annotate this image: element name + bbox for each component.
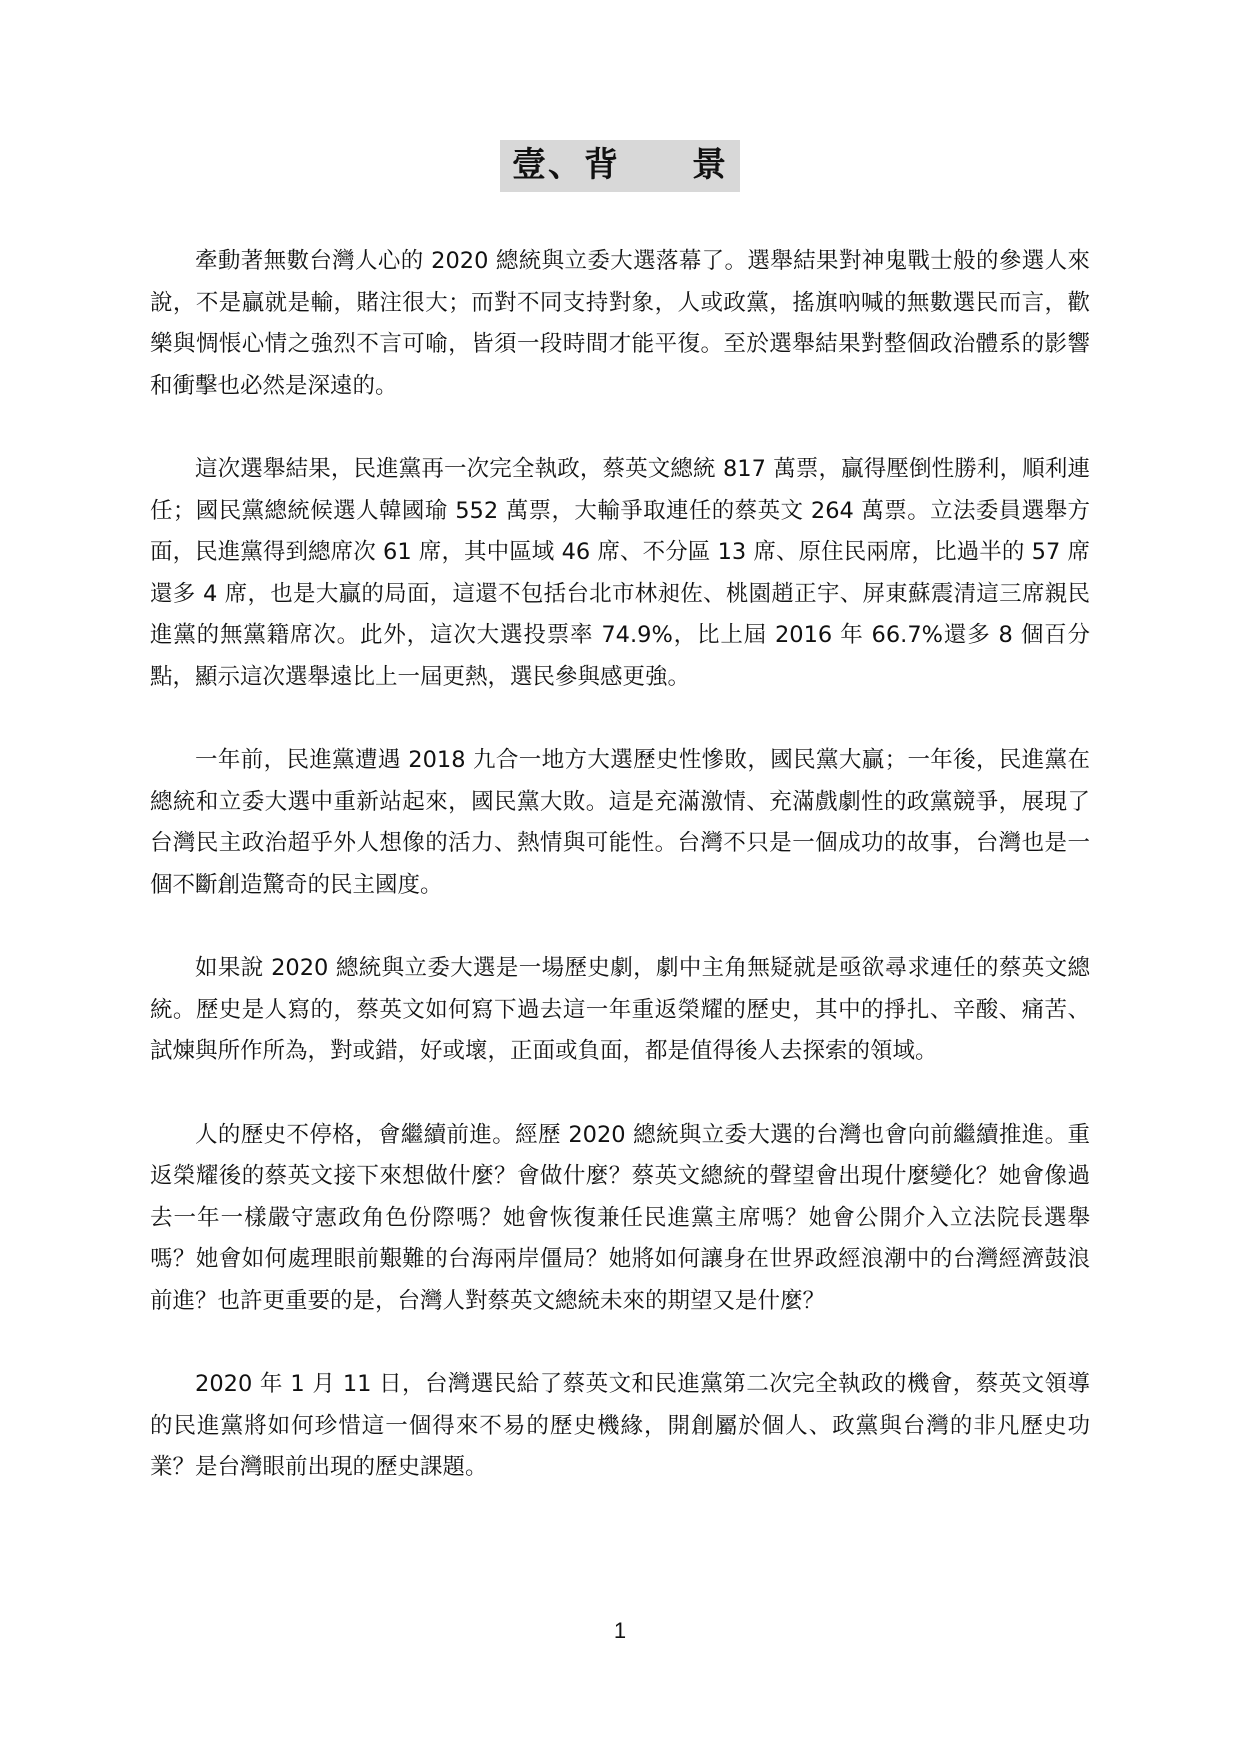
page-number: 1 [613, 1618, 627, 1643]
paragraph-1: 牽動著無數台灣人心的 2020 總統與立委大選落幕了。選舉結果對神鬼戰士般的參選人來說，不是贏就是輸，賭注很大；而對不同支持對象，人或政黨，搖旗吶喊的無數選民而言，歡樂與惆悵心情之強烈不言可喻，皆須一段時間才能平復。至於選舉結果對整個政治體系的影響和衝擊也必然是深遠的。 [150, 248, 1090, 399]
heading-container [0, 140, 1240, 192]
paragraph-5: 人的歷史不停格，會繼續前進。經歷 2020 總統與立委大選的台灣也會向前繼續推進。重返榮耀後的蔡英文接下來想做什麼？會做什麼？蔡英文總統的聲望會出現什麼變化？她會像過去一年一樣嚴守憲政角色份際嗎？她會恢復兼任民進黨主席嗎？她會公開介入立法院長選舉嗎？她會如何處理眼前艱難的台海兩岸僵局？她將如何讓身在世界政經浪潮中的台灣經濟鼓浪前進？也許更重要的是，台灣人對蔡英文總統未來的期望又是什麼？ [150, 1121, 1090, 1314]
paragraph-3: 一年前，民進黨遭遇 2018 九合一地方大選歷史性慘敗，國民黨大贏；一年後，民進黨在總統和立委大選中重新站起來，國民黨大敗。這是充滿激情、充滿戲劇性的政黨競爭，展現了台灣民主政治超乎外人想像的活力、熱情與可能性。台灣不只是一個成功的故事，台灣也是一個不斷創造驚奇的民主國度。 [150, 747, 1090, 898]
paragraph-4: 如果說 2020 總統與立委大選是一場歷史劇，劇中主角無疑就是亟欲尋求連任的蔡英文總統。歷史是人寫的，蔡英文如何寫下過去這一年重返榮耀的歷史，其中的掙扎、辛酸、痛苦、試煉與所作所為，對或錯，好或壞，正面或負面，都是值得後人去探索的領域。 [150, 955, 1090, 1064]
section-heading: 壹、背 景 [500, 140, 740, 192]
paragraph-2: 這次選舉結果，民進黨再一次完全執政，蔡英文總統 817 萬票，贏得壓倒性勝利，順利連任；國民黨總統候選人韓國瑜 552 萬票，大輸爭取連任的蔡英文 264 萬票。立法委員選舉方面，民進黨得到總席次 61 席，其中區域 46 席、不分區 13 席、原住民兩席，比過半的 57 席還多 4 席，也是大贏的局面，這還不包括台北市林昶佐、桃園趙正宇、屏東蘇震清這三席親民進黨的無黨籍席次。此外，這次大選投票率 74.9%，比上屆 2016 年 66.7%還多 8 個百分點，顯示這次選舉遠比上一屆更熱，選民參與感更強。 [150, 456, 1090, 690]
document-body [150, 241, 1090, 1531]
paragraph-6: 2020 年 1 月 11 日，台灣選民給了蔡英文和民進黨第二次完全執政的機會，蔡英文領導的民進黨將如何珍惜這一個得來不易的歷史機緣，開創屬於個人、政黨與台灣的非凡歷史功業？是台灣眼前出現的歷史課題。 [150, 1371, 1090, 1480]
